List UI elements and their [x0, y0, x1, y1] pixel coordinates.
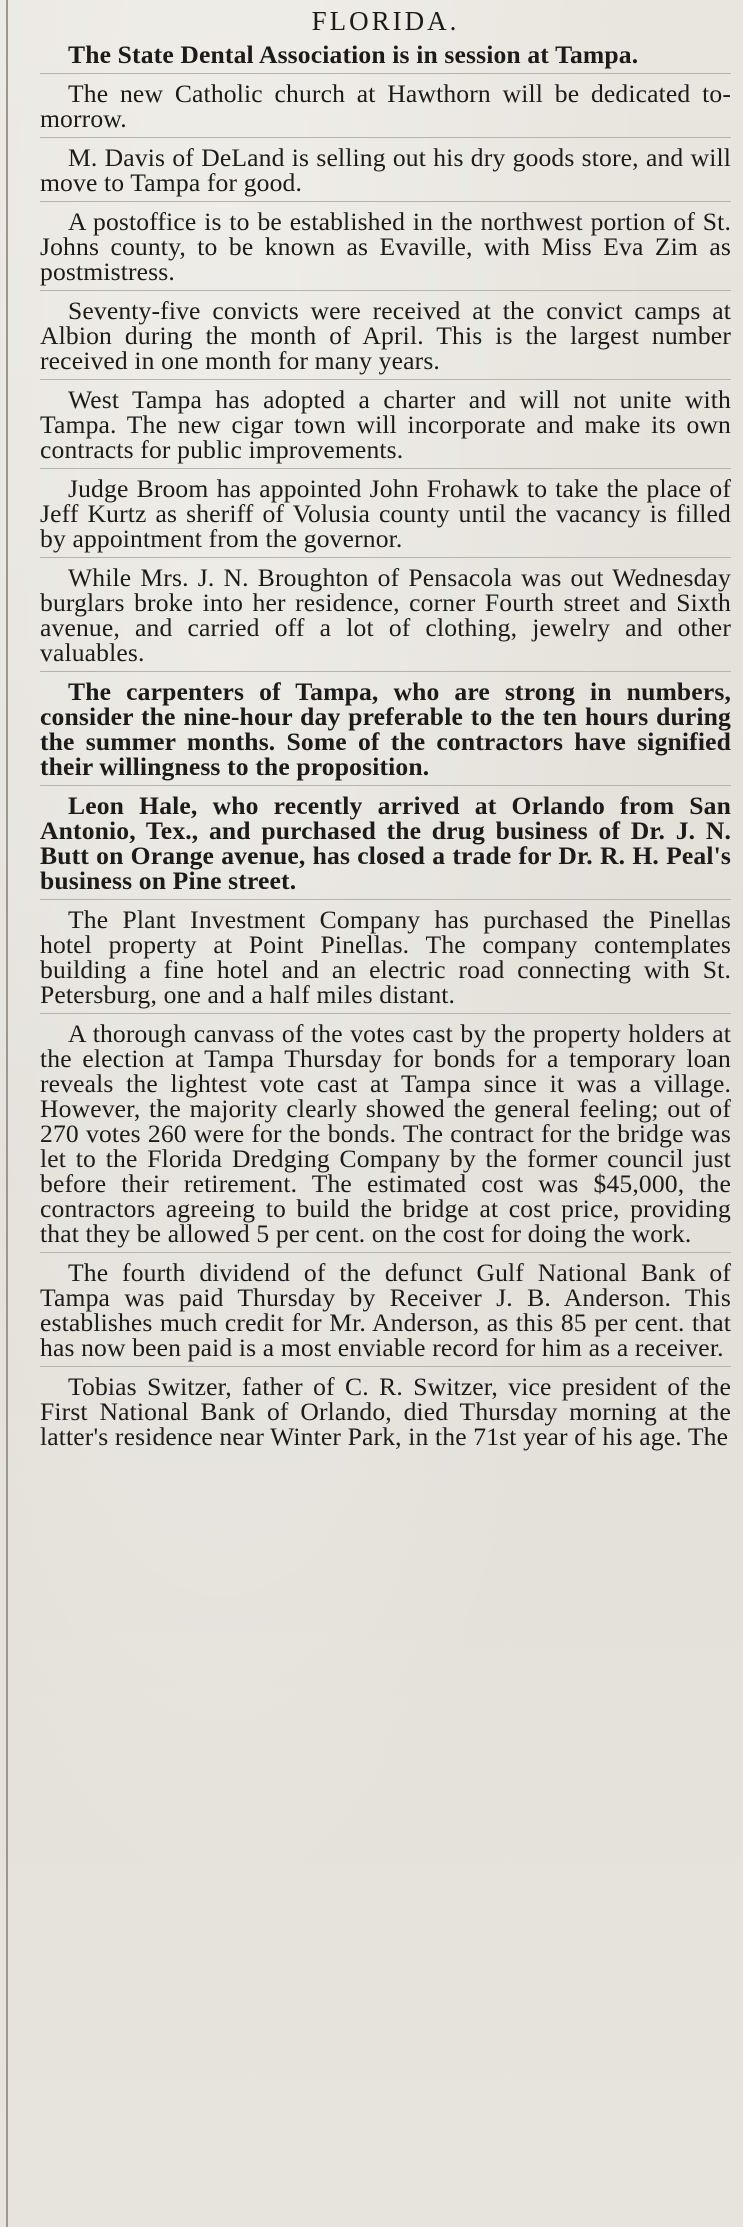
news-item-switzer-obituary: Tobias Switzer, father of C. R. Switzer, vice president of the First National Bank of Orlando, died Thursday morning at the latter's residence near Winter Park, in the 71st year of his age. The: [40, 1372, 731, 1451]
news-item-pensacola-burglary: While Mrs. J. N. Broughton of Pensacola was out Wednesday burglars broke into her residence, corner Fourth street and Sixth avenue, and carried off a lot of clothing, jewelry and other valuables.: [40, 558, 731, 672]
news-item-orlando-drug-business: Leon Hale, who recently arrived at Orlando from San Antonio, Tex., and purchased the drug business of Dr. J. N. Butt on Orange avenue, has closed a trade for Dr. R. H. Peal's business on Pine street.: [40, 786, 731, 900]
news-item-tampa-bond-election: A thorough canvass of the votes cast by the property holders at the election at Tampa Thursday for bonds for a temporary loan reveals the lightest vote cast at Tampa since it was a village. However, the majority clearly showed the general feeling; out of 270 votes 260 were for the bonds. The contract for the bridge was let to the Florida Dredging Company by the former council just before their retirement. The estimated cost was $45,000, the contractors agreeing to build the bridge at cost price, providing that they be allowed 5 per cent. on the cost for doing the work.: [40, 1014, 731, 1253]
news-item-dental-association: The State Dental Association is in session at Tampa.: [40, 42, 731, 74]
section-heading: FLORIDA.: [311, 6, 460, 36]
news-item-tampa-carpenters: The carpenters of Tampa, who are strong in numbers, consider the nine-hour day preferable to the ten hours during the summer months. Some of the contractors have signified their willingness to the proposition.: [40, 672, 731, 786]
news-item-west-tampa-charter: West Tampa has adopted a charter and will not unite with Tampa. The new cigar town will incorporate and make its own contracts for public improvements.: [40, 380, 731, 469]
news-item-albion-convicts: Seventy-five convicts were received at the convict camps at Albion during the month of April. This is the largest number received in one month for many years.: [40, 291, 731, 380]
news-item-pinellas-hotel: The Plant Investment Company has purchased the Pinellas hotel property at Point Pinellas. The company contemplates building a fine hotel and an electric road connecting with St. Petersburg, one and a half miles distant.: [40, 900, 731, 1014]
news-item-gulf-national-dividend: The fourth dividend of the defunct Gulf National Bank of Tampa was paid Thursday by Receiver J. B. Anderson. This establishes much credit for Mr. Anderson, as this 85 per cent. that has now been paid is a most enviable record for him as a receiver.: [40, 1253, 731, 1367]
column-rule: [6, 0, 8, 2227]
news-item-volusia-sheriff: Judge Broom has appointed John Frohawk to take the place of Jeff Kurtz as sheriff of Volusia county until the vacancy is filled by appointment from the governor.: [40, 469, 731, 558]
news-item-catholic-church: The new Catholic church at Hawthorn will be dedicated to-morrow.: [40, 74, 731, 138]
news-item-evaville-postoffice: A postoffice is to be established in the northwest portion of St. Johns county, to be known as Evaville, with Miss Eva Zim as postmistress.: [40, 202, 731, 291]
news-item-davis-store: M. Davis of DeLand is selling out his dry goods store, and will move to Tampa for good.: [40, 138, 731, 202]
